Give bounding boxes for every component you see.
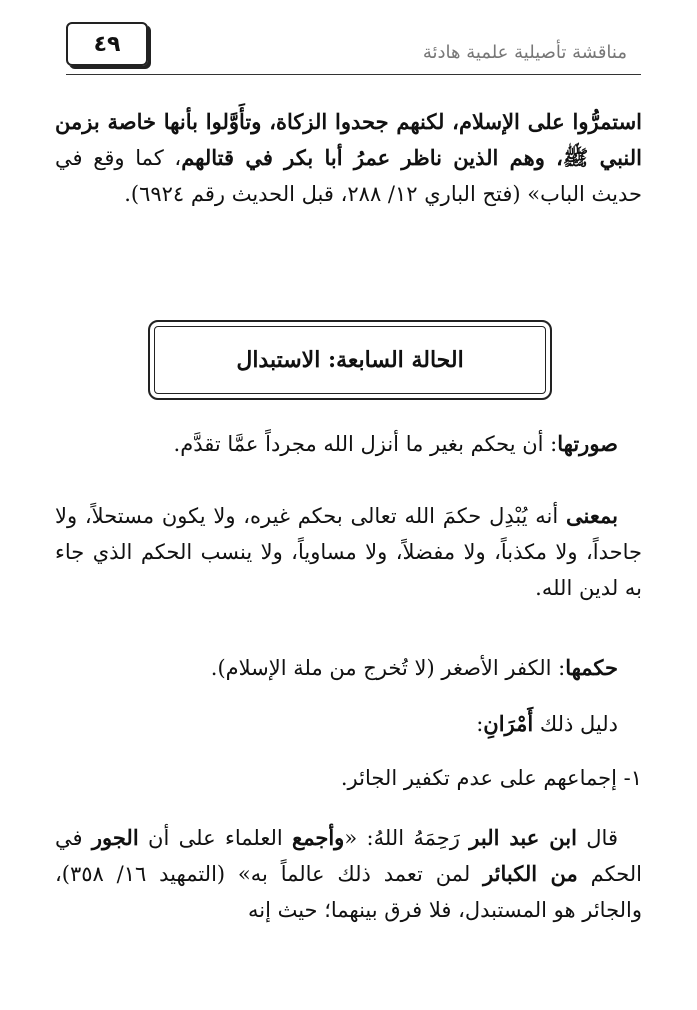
quote-t2: رَحِمَهُ اللهُ: « <box>344 826 470 850</box>
quote-b2: وأجمع <box>292 825 345 850</box>
evidence-suffix: : <box>476 712 484 736</box>
intro-paragraph <box>55 104 642 212</box>
meaning-label: بمعنى <box>566 503 618 528</box>
header-divider <box>66 74 641 75</box>
quote-paragraph <box>55 820 642 928</box>
ruling-label: حكمها <box>565 655 618 680</box>
section-title: الحالة السابعة: الاستبدال <box>236 347 464 373</box>
page-number: ٤٩ <box>66 22 148 66</box>
quote-b3: الجور <box>91 825 139 850</box>
form-text: : أن يحكم بغير ما أنزل الله مجرداً عمَّا تقدَّم. <box>173 432 558 456</box>
quote-t3: العلماء على أن <box>138 826 293 850</box>
running-title: مناقشة تأصيلية علمية هادئة <box>422 42 627 63</box>
evidence-bold: أَمْرَانِ <box>483 711 534 736</box>
meaning-text: أنه يُبْدِل حكمَ الله تعالى بحكم غيره، ولا يكون مستحلاً، ولا جاحداً، ولا مكذباً، ولا مفضلاً، ولا مساوياً، ولا ينسب الحكم الذي جاء به لدين الله. <box>55 504 642 600</box>
evidence-line <box>55 706 642 742</box>
form-paragraph <box>55 426 642 462</box>
ruling-text: : الكفر الأصغر (لا تُخرج من ملة الإسلام). <box>210 656 566 680</box>
quote-t5: لمن تعمد ذلك عالماً به» (التمهيد ١٦/ ٣٥٨)، والجائر هو المستبدل، فلا فرق بينهما؛ حيث إنه <box>55 862 642 922</box>
quote-t4: في الحكم <box>55 826 642 886</box>
meaning-paragraph <box>55 498 642 606</box>
intro-bold-text: استمرُّوا على الإسلام، لكنهم جحدوا الزكاة، وتأَوَّلوا بأنها خاصة بزمن النبي ﷺ، وهم الذين ناظر عمرُ أبا بكر في قتالهم <box>55 109 642 170</box>
ruling-paragraph <box>55 650 642 686</box>
quote-b1: ابن عبد البر <box>469 825 577 850</box>
point-1: ١- إجماعهم على عدم تكفير الجائر. <box>340 766 642 790</box>
quote-b4: من الكبائر <box>483 861 578 886</box>
evidence-prefix: دليل ذلك <box>533 712 618 736</box>
quote-t1: قال <box>576 826 618 850</box>
section-title-box <box>148 320 552 400</box>
form-label: صورتها <box>557 431 618 456</box>
intro-rest-text: ، كما وقع في حديث الباب» (فتح الباري ١٢/ ٢٨٨، قبل الحديث رقم ٦٩٢٤). <box>55 146 642 206</box>
